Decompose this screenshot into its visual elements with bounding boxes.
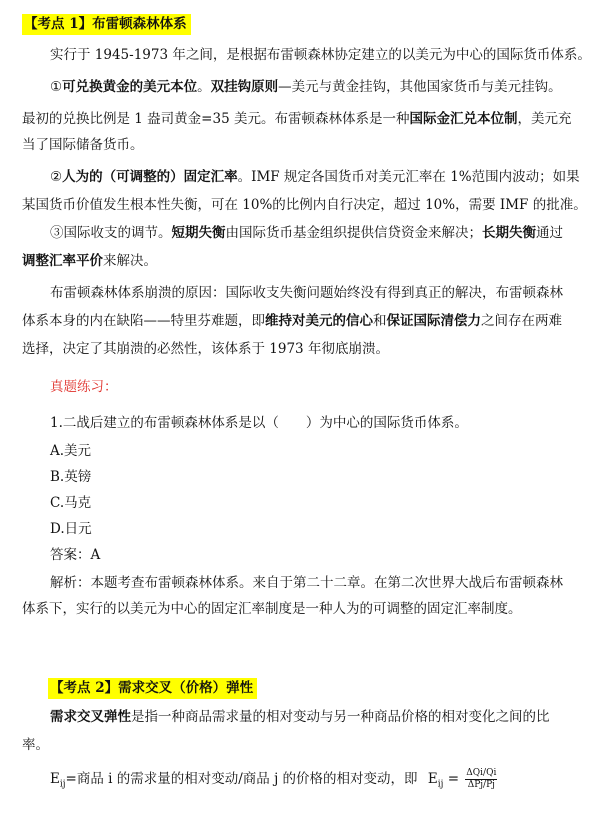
point1-line3: 当了国际储备货币。 — [22, 137, 144, 153]
option-b: B.英镑 — [50, 469, 92, 485]
collapse-line2: 体系本身的内在缺陷——特里芬难题，即维持对美元的信心和保证国际清偿力之间存在两难 — [22, 313, 562, 329]
collapse-line1: 布雷顿森林体系崩溃的原因：国际收支失衡问题始终没有得到真正的解决，布雷顿森林 — [50, 285, 563, 301]
elasticity-fraction: $\frac{\text{ΔQi/Qi}}{\text{ΔPj/Pj}}$ — [466, 768, 497, 790]
point3-line2: 调整汇率平价来解决。 — [22, 253, 157, 269]
option-c: C.马克 — [50, 495, 92, 511]
point2-line1: ②人为的（可调整的）固定汇率。IMF 规定各国货币对美元汇率在 1%范围内波动；如果 — [50, 169, 580, 185]
section2-title: 【考点 2】需求交叉（价格）弹性 — [48, 678, 257, 699]
point2-line2: 某国货币价值发生根本性失衡，可在 10%的比例内自行决定，超过 10%，需要 IMF 的批准。 — [22, 197, 587, 213]
point1-line1: ①可兑换黄金的美元本位。双挂钩原则—美元与黄金挂钩，其他国家货币与美元挂钩。 — [50, 79, 562, 95]
section1-intro: 实行于 1945-1973 年之间，是根据布雷顿森林协定建立的以美元为中心的国际货币体系。 — [50, 47, 591, 63]
formula-line: $E_{ij}=$商品 i 的需求量的相对变动/商品 j 的价格的相对变动，即 $E_{ij}$ = $\frac{\text{ΔQi/Qi}}{\text{ΔPj/Pj}}$ — [50, 768, 497, 790]
section1-title: 【考点 1】布雷顿森林体系 — [22, 14, 191, 35]
point1-line2: 最初的兑换比例是 1 盎司黄金=35 美元。布雷顿森林体系是一种国际金汇兑本位制，美元充 — [22, 111, 572, 127]
collapse-line3: 选择，决定了其崩溃的必然性，该体系于 1973 年彻底崩溃。 — [22, 341, 389, 357]
question-text: 1.二战后建立的布雷顿森林体系是以（ ）为中心的国际货币体系。 — [50, 415, 468, 431]
point3-line1: ③国际收支的调节。短期失衡由国际货币基金组织提供信贷资金来解决；长期失衡通过 — [50, 225, 563, 241]
practice-heading: 真题练习： — [50, 379, 118, 395]
definition-line1: 需求交叉弹性是指一种商品需求量的相对变动与另一种商品价格的相对变化之间的比 — [50, 709, 550, 725]
explanation-line1: 解析：本题考查布雷顿森林体系。来自于第二十二章。在第二次世界大战后布雷顿森林 — [50, 575, 563, 591]
answer-text: 答案：A — [50, 547, 101, 563]
definition-line2: 率。 — [22, 737, 49, 753]
explanation-line2: 体系下，实行的以美元为中心的固定汇率制度是一种人为的可调整的固定汇率制度。 — [22, 601, 522, 617]
option-d: D.日元 — [50, 521, 92, 537]
option-a: A.美元 — [50, 443, 92, 459]
